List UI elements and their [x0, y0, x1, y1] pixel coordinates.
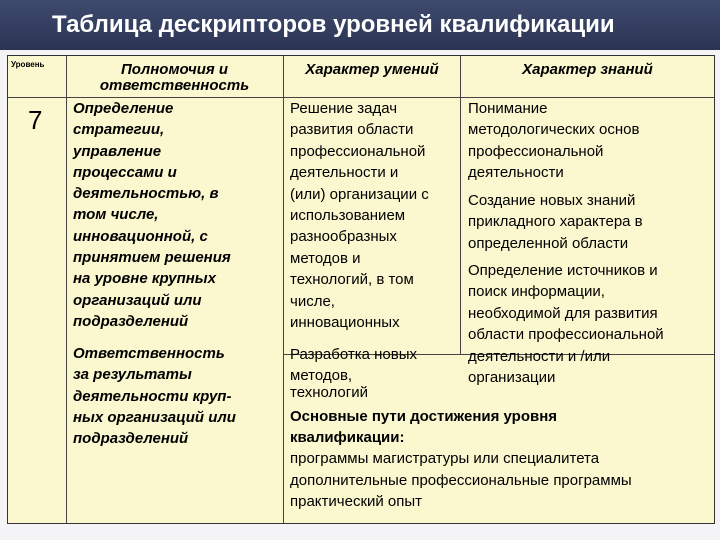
skills-line: методов и: [290, 249, 361, 267]
skills-line: методов,: [290, 367, 353, 384]
authority-line: том числе,: [73, 206, 159, 224]
authority-line: Определение: [73, 100, 174, 117]
title-bar: [0, 0, 720, 50]
pathways-heading: Основные пути достижения уровня: [290, 408, 558, 425]
skills-line: развития области: [290, 121, 414, 139]
authority-line: Ответственность: [73, 345, 225, 362]
skills-line: Решение задач: [290, 100, 398, 117]
knowledge-line: Понимание: [468, 100, 548, 117]
header-level: Уровень: [11, 60, 45, 69]
skills-block-2: [290, 344, 417, 400]
authority-block-1: [73, 98, 231, 332]
knowledge-block-3: [468, 260, 664, 388]
skills-line: (или) организации с: [290, 185, 429, 203]
skills-line: разнообразных: [290, 228, 397, 246]
slide-title: Таблица дескрипторов уровней квалификации: [52, 11, 615, 38]
authority-line: ных организаций или: [73, 408, 236, 426]
authority-line: деятельностью, в: [73, 185, 219, 203]
header-knowledge: Характер знаний: [522, 61, 653, 78]
divider-level: [66, 56, 67, 523]
knowledge-line: определенной области: [468, 234, 629, 252]
divider-skills: [460, 56, 461, 355]
authority-line: процессами и: [73, 163, 177, 181]
level-value: 7: [28, 105, 43, 135]
knowledge-line: деятельности и /или: [468, 347, 611, 365]
skills-line: технологий, в том: [290, 271, 414, 289]
authority-line: деятельности круп-: [73, 387, 232, 405]
skills-line: инновационных: [290, 314, 400, 332]
authority-line: на уровне крупных: [73, 270, 216, 288]
header-authority-line: Полномочия и: [120, 61, 229, 78]
skills-line: использованием: [290, 207, 406, 225]
divider-authority: [283, 56, 284, 523]
skills-line: числе,: [290, 292, 335, 310]
authority-line: инновационной, с: [73, 227, 208, 245]
knowledge-line: прикладного характера в: [468, 213, 643, 231]
knowledge-line: профессиональной: [468, 142, 604, 160]
authority-line: принятием решения: [73, 249, 231, 267]
knowledge-line: деятельности: [468, 164, 564, 182]
authority-line: подразделений: [73, 430, 189, 448]
pathways-item: дополнительные профессиональные программы: [290, 471, 632, 489]
skills-line: профессиональной: [290, 142, 426, 160]
skills-line: Разработка новых: [290, 346, 417, 363]
authority-line: подразделений: [73, 312, 189, 330]
descriptor-table: [7, 55, 715, 524]
knowledge-line: необходимой для развития: [468, 304, 658, 322]
header-authority: [66, 62, 283, 94]
knowledge-line: области профессиональной: [468, 326, 664, 344]
knowledge-line: поиск информации,: [468, 283, 605, 301]
authority-line: стратегии,: [73, 121, 165, 139]
knowledge-line: организации: [468, 369, 556, 387]
knowledge-line: методологических основ: [468, 121, 640, 139]
knowledge-line: Определение источников и: [468, 262, 658, 279]
pathways-item: программы магистратуры или специалитета: [290, 450, 600, 468]
authority-line: организаций или: [73, 291, 202, 309]
knowledge-line: Создание новых знаний: [468, 192, 636, 209]
skills-block-1: [290, 98, 429, 333]
pathways-heading: квалификации:: [290, 429, 405, 447]
authority-line: управление: [73, 142, 162, 160]
header-authority-line: ответственность: [99, 77, 250, 94]
knowledge-block-2: [468, 190, 643, 254]
skills-line: деятельности и: [290, 164, 399, 182]
authority-block-2: [73, 343, 236, 449]
pathways-item: практический опыт: [290, 492, 423, 510]
pathways-block: [290, 406, 632, 512]
header-skills: Характер умений: [305, 61, 439, 78]
authority-line: за результаты: [73, 366, 192, 384]
skills-line: технологий: [290, 384, 369, 401]
knowledge-block-1: [468, 98, 639, 184]
